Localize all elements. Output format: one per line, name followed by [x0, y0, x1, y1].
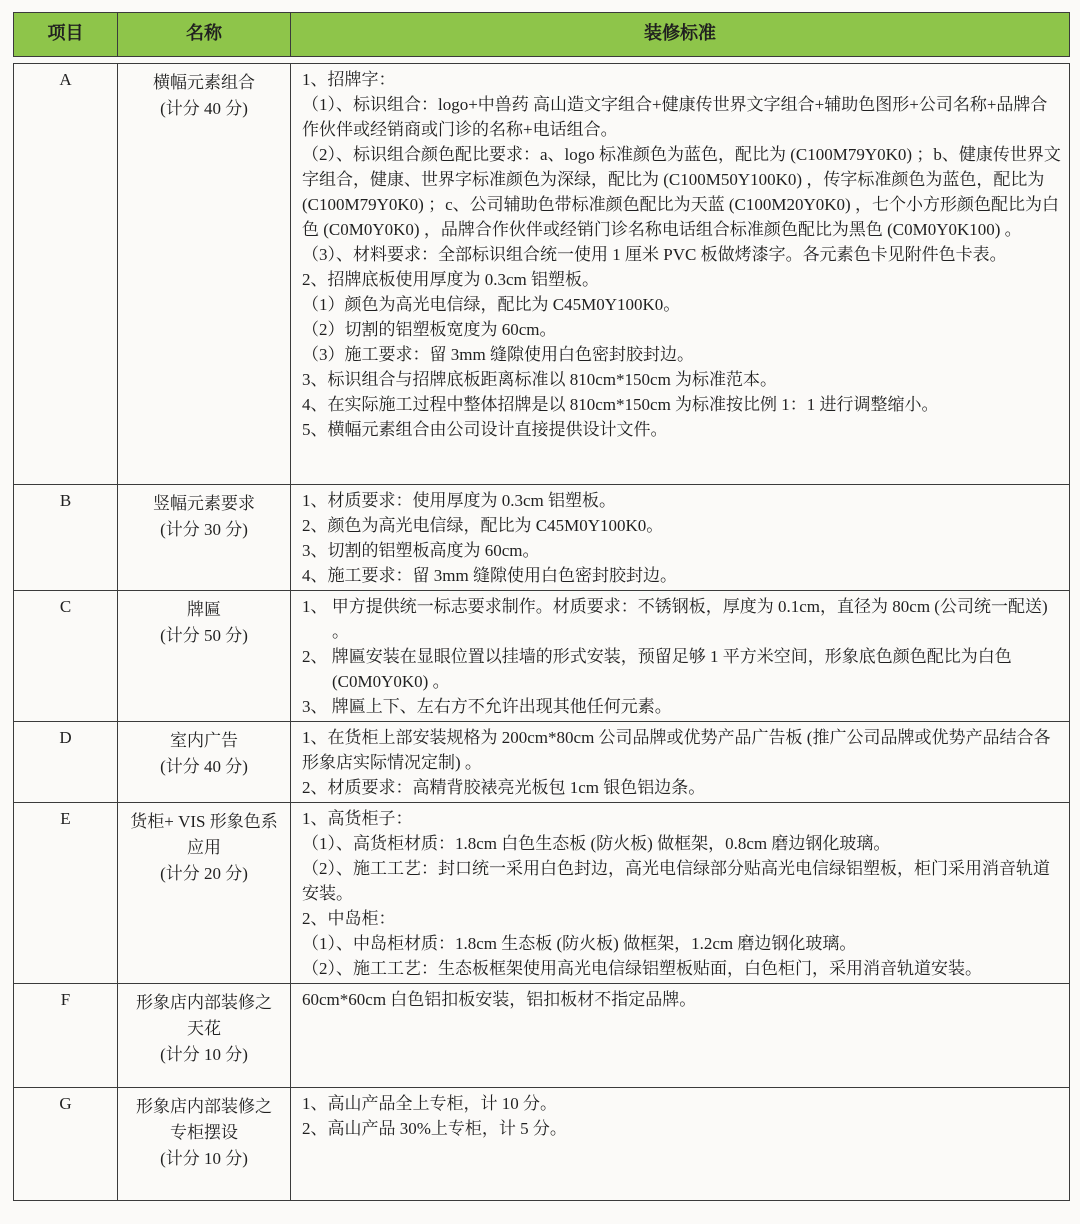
standard-paragraph: 2、高山产品 30%上专柜，计 5 分。 — [302, 1119, 567, 1138]
standard-paragraph: 1、高货柜子： — [302, 809, 413, 828]
row-e-item-letter: E — [14, 803, 118, 983]
table-row-f — [14, 984, 1069, 1088]
standard-paragraph: （2）切割的铝塑板宽度为 60cm。 — [302, 320, 557, 339]
row-g-name-line: 专柜摆设 — [170, 1123, 238, 1142]
row-g-name-cell — [118, 1088, 291, 1200]
standard-paragraph: 2、 牌匾安装在显眼位置以挂墙的形式安装，预留足够 1 平方米空间，形象底色颜色配比为白色 (C0M0Y0K0) 。 — [302, 647, 1012, 691]
row-c-standard-cell — [291, 591, 1069, 721]
row-g-item-letter: G — [14, 1088, 118, 1200]
standard-paragraph: 1、材质要求：使用厚度为 0.3cm 铝塑板。 — [302, 491, 617, 510]
standard-paragraph: 1、在货柜上部安装规格为 200cm*80cm 公司品牌或优势产品广告板 (推广公司品牌或优势产品结合各形象店实际情况定制) 。 — [302, 728, 1051, 772]
row-f-name-cell — [118, 984, 291, 1087]
standard-paragraph: 1、高山产品全上专柜，计 10 分。 — [302, 1094, 557, 1113]
row-d-name-line: 室内广告 — [170, 731, 238, 750]
row-a-item-letter: A — [14, 64, 118, 484]
row-c-name-cell — [118, 591, 291, 721]
standard-paragraph: （2）、施工工艺：封口统一采用白色封边，高光电信绿部分贴高光电信绿铝塑板，柜门采用消音轨道安装。 — [302, 859, 1050, 903]
row-f-name-line: 天花 — [187, 1019, 221, 1038]
standard-paragraph: 4、在实际施工过程中整体招牌是以 810cm*150cm 为标准按比例 1：1 进行调整缩小。 — [302, 395, 939, 414]
standard-paragraph: 3、切割的铝塑板高度为 60cm。 — [302, 541, 540, 560]
standard-paragraph: （2）、标识组合颜色配比要求：a、logo 标准颜色为蓝色，配比为 (C100M79Y0K0) ；b、健康传世界文字组合，健康、世界字标准颜色为深绿，配比为 (C100M50Y100K0) ，传字标准颜色为蓝色，配比为 (C100M79Y0K0) ；c、公司辅助色带标准颜色配比为天蓝 (C100M20Y0K0) ，七个小方形颜色配比为白色 (C0M0Y0K0) ，品牌合作伙伴或经销门诊名称电话组合标准颜色配比为黑色 (C0M0Y0K100) 。 — [302, 145, 1061, 239]
column-header-standard: 装修标准 — [644, 23, 716, 43]
row-b-name-line: 竖幅元素要求 — [153, 494, 255, 513]
standard-paragraph: 2、材质要求：高精背胶裱亮光板包 1cm 银色铝边条。 — [302, 778, 706, 797]
standard-paragraph: （3）、材料要求：全部标识组合统一使用 1 厘米 PVC 板做烤漆字。各元素色卡见附件色卡表。 — [302, 245, 1007, 264]
standard-paragraph: （1）、标识组合：logo+中兽药 高山造文字组合+健康传世界文字组合+辅助色图形+公司名称+品牌合作伙伴或经销商或门诊的名称+电话组合。 — [302, 95, 1048, 139]
row-f-standard-cell — [291, 984, 1069, 1087]
column-header-item: 项目 — [14, 13, 118, 56]
table-row-e — [14, 803, 1069, 984]
standard-paragraph: 3、标识组合与招牌底板距离标准以 810cm*150cm 为标准范本。 — [302, 370, 778, 389]
table-row-g — [14, 1088, 1069, 1200]
decoration-standard-table — [13, 12, 1070, 1201]
row-b-name-cell — [118, 485, 291, 590]
table-row-b — [14, 485, 1069, 591]
row-e-standard-cell — [291, 803, 1069, 983]
standard-paragraph: 2、颜色为高光电信绿，配比为 C45M0Y100K0。 — [302, 516, 664, 535]
standard-paragraph: （1）、高货柜材质：1.8cm 白色生态板 (防火板) 做框架，0.8cm 磨边钢化玻璃。 — [302, 834, 891, 853]
standard-paragraph: 4、施工要求：留 3mm 缝隙使用白色密封胶封边。 — [302, 566, 677, 585]
row-d-score: (计分 40 分) — [160, 757, 248, 776]
row-e-name-cell — [118, 803, 291, 983]
row-d-item-letter: D — [14, 722, 118, 802]
row-a-score: (计分 40 分) — [160, 99, 248, 118]
row-b-score: (计分 30 分) — [160, 520, 248, 539]
table-header-row — [13, 12, 1070, 57]
row-c-name-line: 牌匾 — [187, 600, 221, 619]
row-c-item-letter: C — [14, 591, 118, 721]
standard-paragraph: （1）、中岛柜材质：1.8cm 生态板 (防火板) 做框架，1.2cm 磨边钢化玻璃。 — [302, 934, 857, 953]
row-g-name-line: 形象店内部装修之 — [136, 1097, 272, 1116]
row-b-standard-cell — [291, 485, 1069, 590]
row-d-standard-cell — [291, 722, 1069, 802]
row-a-name-line: 横幅元素组合 — [153, 73, 255, 92]
row-b-item-letter: B — [14, 485, 118, 590]
table-row-c — [14, 591, 1069, 722]
standard-paragraph: 2、中岛柜： — [302, 909, 396, 928]
standard-paragraph: 2、招牌底板使用厚度为 0.3cm 铝塑板。 — [302, 270, 600, 289]
row-g-score: (计分 10 分) — [160, 1149, 248, 1168]
table-body — [13, 63, 1070, 1201]
row-e-name-line: 应用 — [187, 838, 221, 857]
row-f-score: (计分 10 分) — [160, 1045, 248, 1064]
row-g-standard-cell — [291, 1088, 1069, 1200]
standard-paragraph: 1、招牌字： — [302, 70, 396, 89]
table-row-a — [14, 64, 1069, 485]
row-a-standard-cell — [291, 64, 1069, 484]
row-e-score: (计分 20 分) — [160, 864, 248, 883]
row-f-name-line: 形象店内部装修之 — [136, 993, 272, 1012]
row-a-name-cell — [118, 64, 291, 484]
row-e-name-line: 货柜+ VIS 形象色系 — [130, 812, 278, 831]
row-c-score: (计分 50 分) — [160, 626, 248, 645]
standard-paragraph: 1、 甲方提供统一标志要求制作。材质要求：不锈钢板，厚度为 0.1cm，直径为 80cm (公司统一配送) 。 — [302, 597, 1048, 641]
row-d-name-cell — [118, 722, 291, 802]
standard-paragraph: （1）颜色为高光电信绿，配比为 C45M0Y100K0。 — [302, 295, 681, 314]
standard-paragraph: （3）施工要求：留 3mm 缝隙使用白色密封胶封边。 — [302, 345, 694, 364]
standard-paragraph: 5、横幅元素组合由公司设计直接提供设计文件。 — [302, 420, 668, 439]
standard-paragraph: （2）、施工工艺：生态板框架使用高光电信绿铝塑板贴面，白色柜门，采用消音轨道安装。 — [302, 959, 982, 978]
column-header-name: 名称 — [118, 13, 291, 56]
row-f-item-letter: F — [14, 984, 118, 1087]
standard-paragraph: 3、 牌匾上下、左右方不允许出现其他任何元素。 — [302, 697, 672, 716]
table-row-d — [14, 722, 1069, 803]
standard-paragraph: 60cm*60cm 白色铝扣板安装，铝扣板材不指定品牌。 — [302, 990, 697, 1009]
